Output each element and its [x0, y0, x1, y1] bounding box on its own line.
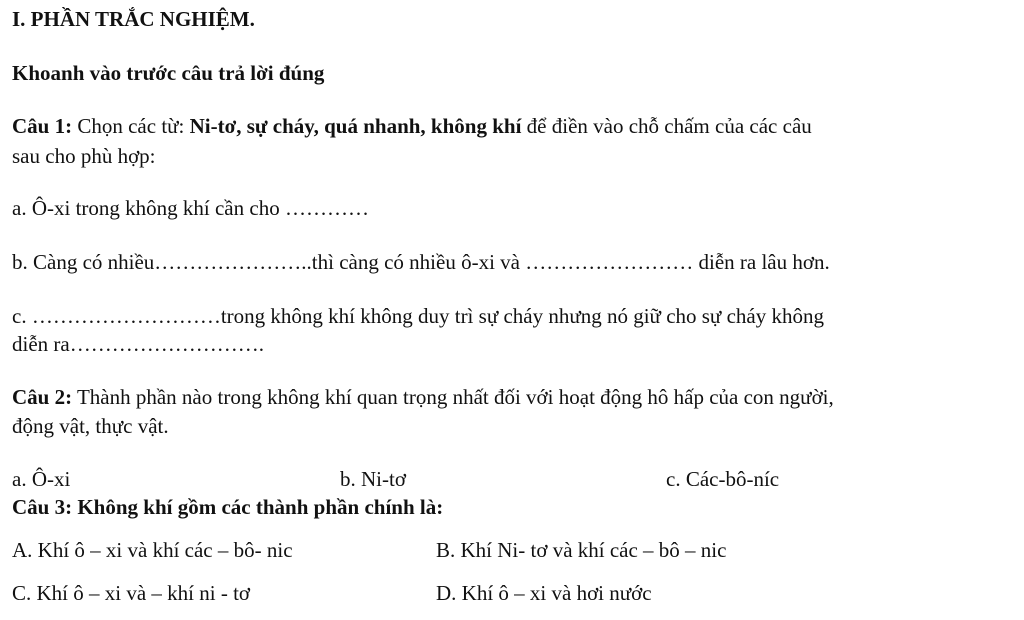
question-1-prompt: [12, 113, 812, 139]
question-1-words: Ni-tơ, sự cháy, quá nhanh, không khí: [189, 114, 522, 138]
question-3-option-a[interactable]: A. Khí ô – xi và khí các – bô- nic: [12, 538, 293, 562]
question-1-prompt-line2: sau cho phù hợp:: [12, 144, 156, 168]
question-3-label: Câu 3: [12, 495, 66, 519]
question-2-option-b[interactable]: b. Ni-tơ: [340, 467, 406, 491]
question-3-option-d[interactable]: D. Khí ô – xi và hơi nước: [436, 581, 652, 605]
question-3-prompt: [12, 494, 443, 520]
section-title: I. PHẦN TRẮC NGHIỆM.: [12, 7, 255, 31]
question-2-prompt: [12, 384, 834, 410]
question-1-item-a: a. Ô-xi trong không khí cần cho …………: [12, 196, 369, 220]
question-1-prompt-post: để điền vào chỗ chấm của các câu: [521, 114, 812, 138]
question-2-prompt-line2: động vật, thực vật.: [12, 414, 169, 438]
question-3-option-c[interactable]: C. Khí ô – xi và – khí ni - tơ: [12, 581, 251, 605]
question-3-prompt-text: : Không khí gồm các thành phần chính là:: [65, 495, 444, 519]
question-2-option-a[interactable]: a. Ô-xi: [12, 467, 71, 491]
question-1-item-c-line1: c. ………………………trong không khí không duy trì sự cháy nhưng nó giữ cho sự cháy không: [12, 304, 824, 328]
question-2-label: Câu 2:: [12, 385, 73, 409]
instruction: Khoanh vào trước câu trả lời đúng: [12, 61, 325, 85]
question-1-prompt-pre: Chọn các từ:: [72, 114, 190, 138]
question-2-prompt-line1: Thành phần nào trong không khí quan trọng nhất đối với hoạt động hô hấp của con người,: [72, 385, 834, 409]
question-3-option-b[interactable]: B. Khí Ni- tơ và khí các – bô – nic: [436, 538, 727, 562]
question-1-item-b: b. Càng có nhiều…………………..thì càng có nhiều ô-xi và …………………… diễn ra lâu hơn.: [12, 250, 830, 274]
question-1-item-c-line2: diễn ra……………………….: [12, 332, 264, 356]
question-1-label: Câu 1:: [12, 114, 73, 138]
question-2-option-c[interactable]: c. Các-bô-níc: [666, 467, 780, 491]
